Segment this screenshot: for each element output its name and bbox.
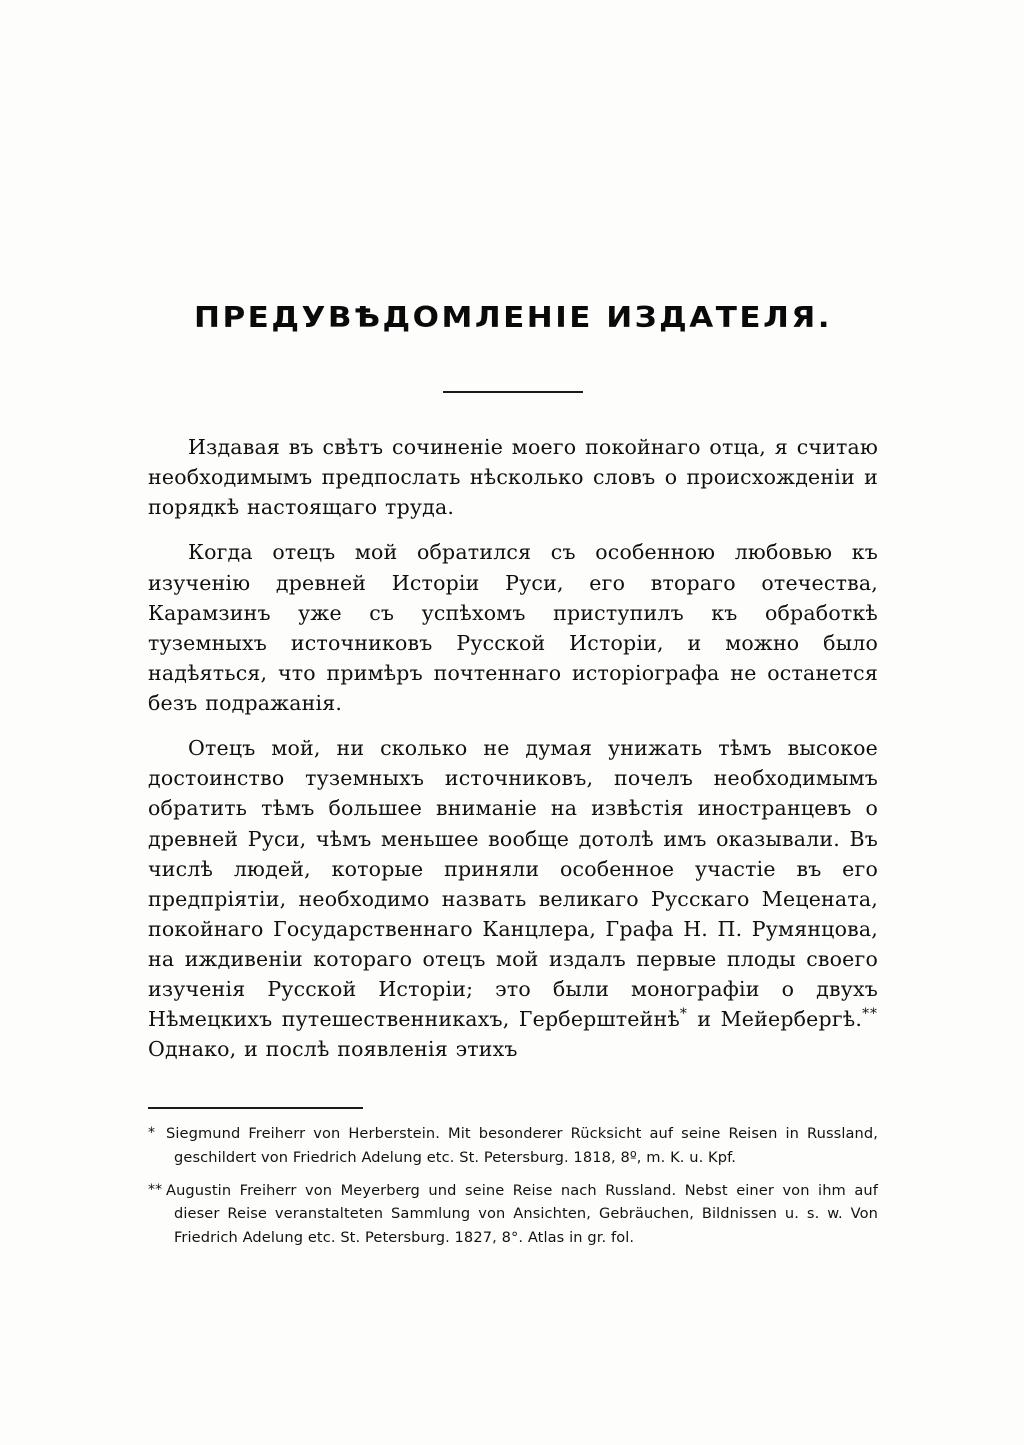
footnote-marker: ** [148,1181,163,1198]
footnote-marker: * [148,1125,156,1141]
page-body [148,300,878,1065]
paragraph-1: Издавая въ свѣтъ сочиненіе моего покойнаго отца, я считаю необходимымъ предпослать нѣсколько словъ о происхожденіи и порядкѣ настоящаго труда. [148,435,878,520]
divider-line [443,391,583,393]
footnote-text: Siegmund Freiherr von Herberstein. Mit besonderer Rücksicht auf seine Reisen in Russland, geschildert von Friedrich Adelung etc. St. Petersburg. 1818, 8º, m. K. u. Kpf. [166,1125,878,1166]
paragraph-3-part-2: и Мейербергѣ [697,1007,856,1032]
footnote-ref-1[interactable]: * [679,1006,688,1023]
paragraph-3-part-3: Однако, и послѣ появленія этихъ [148,1037,518,1062]
title-divider [148,380,878,398]
footnote-area [148,1122,878,1259]
footnote-item [148,1179,878,1250]
footnote-divider [148,1107,363,1109]
paragraph-2: Когда отецъ мой обратился съ особенною любовью къ изученію древней Исторіи Руси, его втораго отечества, Карамзинъ уже съ успѣхомъ приступилъ къ обработкѣ туземныхъ источниковъ Русской Исторіи, и можно было надѣяться, что примѣръ почтеннаго исторіографа не останется безъ подражанія. [148,540,878,715]
page-title: ПРЕДУВѢДОМЛЕНІЕ ИЗДАТЕЛЯ. [194,301,832,335]
footnote-text: Augustin Freiherr von Meyerberg und seine Reise nach Russland. Nebst einer von ihm auf dieser Reise veranstalteten Sammlung von Ansichten, Gebräuchen, Bildnissen u. s. w. Von Friedrich Adelung etc. St. Petersburg. 1827, 8°. Atlas in gr. fol. [166,1181,878,1247]
paragraph-3-part-1: Отецъ мой, ни сколько не думая унижать тѣмъ высокое достоинство туземныхъ источниковъ, почелъ необходимымъ обратить тѣмъ большее вниманіе на извѣстія иностранцевъ о древней Руси, чѣмъ меньшее вообще дотолѣ имъ оказывали. Въ числѣ людей, которые приняли особенное участіе въ его предпріятіи, необходимо назвать великаго Русскаго Мецената, покойнаго Государственнаго Канцлера, Графа Н. П. Румянцова, на иждивеніи котораго отецъ мой издалъ первые плоды своего изученія Русской Исторіи; это были монографіи о двухъ Нѣмецкихъ путешественникахъ, Герберштейнѣ [148,736,878,1032]
footnote-item [148,1122,878,1170]
paragraph-3: Отецъ мой, ни сколько не думая унижать тѣмъ высокое достоинство туземныхъ источниковъ, почелъ необходимымъ обратить тѣмъ большее вниманіе на извѣстія иностранцевъ о древней Руси, чѣмъ меньшее вообще дотолѣ имъ оказывали. Въ числѣ людей, которые приняли особенное участіе въ его предпріятіи, необходимо назвать великаго Русскаго Мецената, покойнаго Государственнаго Канцлера, Графа Н. П. Румянцова, на иждивеніи котораго отецъ мой издалъ первые плоды своего изученія Русской Исторіи; это были монографіи о двухъ Нѣмецкихъ путешественникахъ, Герберштейнѣ* и Мейербергѣ.** Однако, и послѣ появленія этихъ [148,736,878,1062]
footnote-ref-2[interactable]: ** [862,1006,878,1023]
